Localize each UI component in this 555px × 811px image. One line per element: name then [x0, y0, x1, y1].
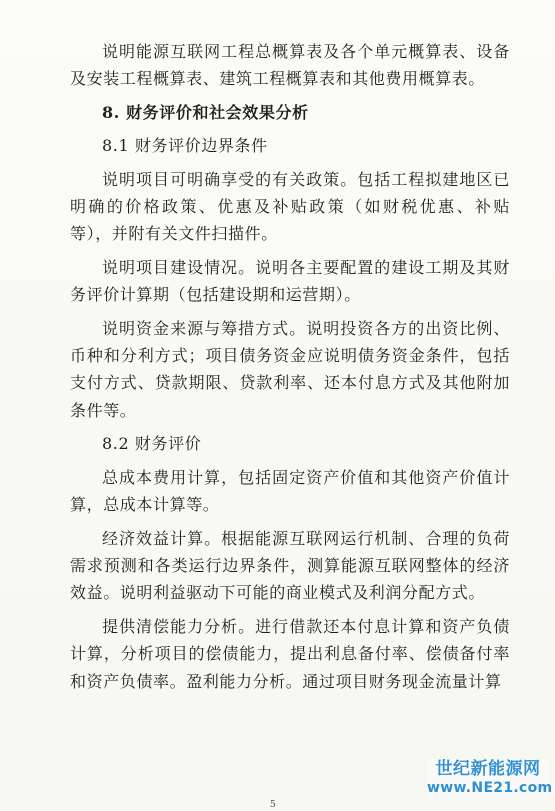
paragraph-economic-benefit: 经济效益计算。根据能源互联网运行机制、合理的负荷需求预测和各类运行边界条件，测算能源互联网整体的经济效益。说明利益驱动下可能的商业模式及利润分配方式。 — [70, 528, 510, 603]
watermark-title: 世纪新能源网 — [435, 759, 541, 779]
paragraph-funding: 说明资金来源与筹措方式。说明投资各方的出资比例、币种和分利方式；项目债务资金应说明债务资金条件，包括支付方式、贷款期限、贷款利率、还本付息方式及其他附加条件等。 — [70, 318, 510, 420]
watermark-url: www.NE21.com — [427, 780, 553, 796]
section-8-2-title: 8.2 财务评价 — [102, 434, 202, 454]
section-8-title: 8. 财务评价和社会效果分析 — [102, 102, 309, 122]
section-8-1-title: 8.1 财务评价边界条件 — [102, 136, 268, 156]
paragraph-total-cost: 总成本费用计算，包括固定资产价值和其他资产价值计算，总成本计算等。 — [70, 467, 510, 515]
document-body — [70, 38, 510, 695]
page-number: 5 — [270, 800, 276, 810]
paragraph-budget-tables: 说明能源互联网工程总概算表及各个单元概算表、设备及安装工程概算表、建筑工程概算表和其他费用概算表。 — [70, 42, 510, 89]
paragraph-construction: 说明项目建设情况。说明各主要配置的建设工期及其财务评价计算期（包括建设期和运营期）。 — [70, 257, 510, 305]
watermark-logo — [427, 759, 553, 799]
paragraph-solvency: 提供清偿能力分析。进行借款还本付息计算和资产负债计算，分析项目的偿债能力，提出利息备付率、偿债备付率和资产负债率。盈利能力分析。通过项目财务现金流量计算 — [70, 616, 510, 691]
paragraph-policies: 说明项目可明确享受的有关政策。包括工程拟建地区已明确的价格政策、优惠及补贴政策（如财税优惠、补贴等），并附有关文件扫描件。 — [70, 169, 510, 244]
